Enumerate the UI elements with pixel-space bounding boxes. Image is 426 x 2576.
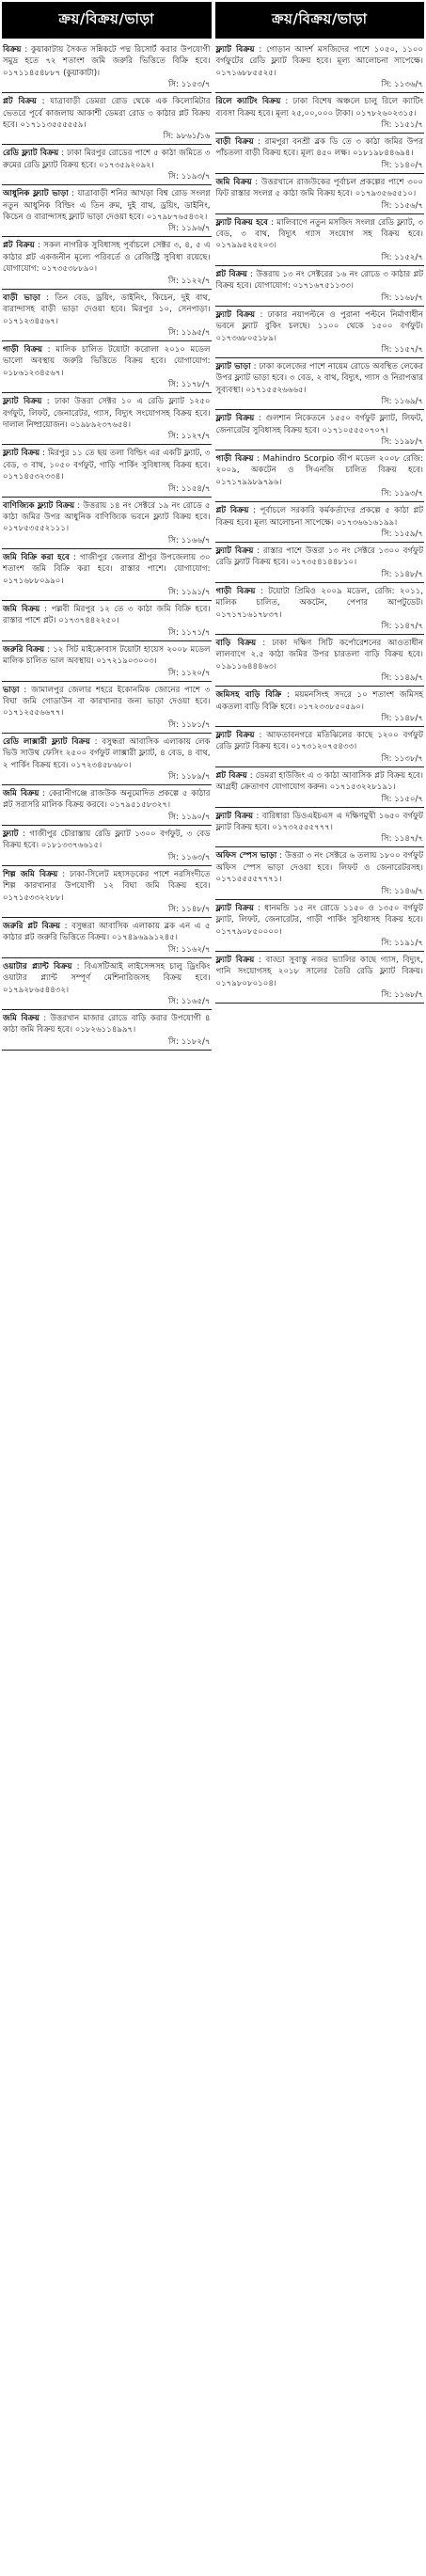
ad-code: সি: ১১৯৮/৭ [381,436,423,447]
ad-title: ফ্ল্যাট বিক্রয় [215,731,255,741]
classified-ad [2,394,212,443]
ad-code: সি: ১১৯১/৭ [167,588,211,597]
ad-code: সি: ৯৮৬১/১৬ [163,132,211,142]
left-ads-list [2,42,212,2574]
ad-title-separator: : [36,97,51,107]
classified-ad [2,919,212,956]
classified-ad [2,550,212,599]
ad-body: বসুন্ধরা আবাসিক এলাকায় লেক ভিউ সাউথ ফেসিং ২৫০০ বর্গফুট লাক্সারী ফ্ল্যাট, ৪ বেড, ৪ বাথ, ২ পার্কিং বিক্রয় হবে। ০১৭২৩৪৫৮৬৮০। [3,736,211,770]
ad-body: গাজীপুর জেলার শ্রীপুর উপজেলায় ৩০ শতাংশ জমি বিক্রি করা হবে। রাস্তার পাশে। যোগাযোগ: ০১৭১৬৮৮০৯৯০। [3,552,211,586]
ad-divider [2,236,212,237]
ad-divider [2,1050,212,1051]
classified-ad [2,735,212,783]
ad-title: ফ্ল্যাট বিক্রয় হবে [215,217,268,228]
right-column [215,2,425,2574]
ad-title-separator: : [251,177,261,187]
classified-ad [215,42,425,91]
classified-ad [215,267,425,305]
ad-title: বাড়ী ভাড়া [3,292,40,303]
ad-body: Mahindro Scorpio জীপ মডেল ২০০৮ রেজি: ২০০৯, অকটেন ও সিএনজি চালিত বিক্রয় হবে। ০১৭১৭৯৯৮৯৭৯৬। [215,453,424,487]
ad-body: বারিধারা ডিওএইচএস এ দক্ষিণমুখী ১৬৫০ বর্গফুট ফ্ল্যাট বিক্রয় হবে। ০১৭৩২৫৫৫৭৭৭। [215,811,423,833]
ad-body: উত্তরখান মাজার রোডে বাড়ি করার উপযোগী ৪ কাঠা জমি বিক্রয় হবে। ০১৮২৬১১৪৯৯৭। [3,1013,211,1035]
ad-title-separator: : [253,545,263,556]
ad-body: ঢাকা-সিলেট মহাসড়কের পাশে নরসিংদীতে শিল্প কারখানার উপযোগী ১২ বিঘা জমি বিক্রয় হবে। ০১৭১৫৩৩২২৮৮। [3,869,211,903]
ad-title-separator: : [74,500,84,511]
ad-title-separator: : [254,731,267,741]
ad-body: ঢাকা উত্তরা সেক্টর ১০ এ রেডি ফ্ল্যাট ১২৫০ বর্গফুট, লিফট, জেনারেটর, গ্যাস, বিদ্যুৎ সংযোগসহ বিক্রয় হবে। দালাল নিষ্প্রয়োজন। ০১৯৮৯২৩৭৬৫৪। [3,397,211,430]
ad-divider [2,289,212,290]
ad-body: উত্তরা ৩ নং সেক্টরে ৬ তলায় ১৮০০ বর্গফুট অফিস স্পেস ভাড়া দেওয়া হবে। লিফট ও জেনারেটরসহ। ০১৭১৫৫৫৫৭৭৭১। [215,851,424,885]
ad-title-separator: : [39,1013,51,1023]
ad-divider [2,917,212,918]
ad-divider [2,957,212,958]
ad-code: সি: ১১২০/৭ [167,668,211,678]
classified-ad [215,728,425,766]
ad-code: সি: ১১৯৩/৭ [381,489,423,499]
ad-title: ফ্ল্যাট বিক্রয় [215,545,254,556]
ad-body: ঢাকা দক্ষিণ সিটি কর্পোরেশনের আওতাধীন লালবাগে ২.৫ কাঠা জমির উপর চারতলা বাড়ি বিক্রয় হবে। ০১৯১১৬৪৪৪৬৩। [215,639,423,672]
ad-title-separator: : [89,736,103,747]
ad-code: সি: ১১৪৭/৭ [381,622,423,631]
ad-code: সি: ১১৯৫/৭ [167,327,211,338]
ad-code: সি: ১১৫৯/৭ [381,529,423,539]
ad-divider [2,444,212,445]
ad-divider [215,92,425,93]
ad-code: সি: ১১৪৮/৭ [381,714,423,724]
ad-title-separator: : [58,149,68,159]
ad-code: সি: ১১৬৬/৭ [167,535,211,545]
classified-ad [2,238,212,287]
ad-body: বাড্ডা সুবাস্তু নজর ভ্যালির কাছে গ্যাস, বিদ্যুৎ, পানি সংযোগসহ ২০১৮ সালের তৈরি রেডি ফ্ল্যাট বিক্রয়। ০১৭৯৮০৮০১০৪। [215,955,424,988]
ad-code: সি: ১১৫০/৭ [381,794,423,804]
ad-code: সি: ১১৪০/৭ [381,160,423,170]
classified-ad [2,446,212,495]
ad-body: জামালপুর জেলার শহরে ইকোনমিক জোনের পাশে ৩ বিঘা জমি গোডাউন বা কারখানার জন্য ভাড়া দেওয়া হবে। ০১৭১২৫৫৬৬৭৭। [3,685,211,719]
ad-divider [215,542,425,543]
classified-ad [2,786,212,824]
ad-body: উত্তরায় ১৪ নং সেক্টরে ১৯ নং রোডে ৫ কাঠা জমির উপর আধুনিক বাণিজ্যিক ভবনে ফ্ল্যাট বিক্রয় হবে। ০১৭৮৫৩৫৫২১১১। [3,500,211,534]
ad-title: রেডি ফ্ল্যাট বিক্রয় [3,149,59,159]
ad-divider [215,686,425,687]
ad-body: রাস্তার পাশে উত্তরা ১৩ নং সেক্টরে ১৩০০ বর্গফুট রেডি ফ্ল্যাট বিক্রয় হবে। ০১৭৩৫৪১৪৪৮১০। [215,545,423,568]
ad-code: সি: ১১৭১/৭ [167,627,211,638]
ad-code: সি: ১১৭৮/৭ [167,380,211,390]
ad-title-separator: : [57,869,71,879]
ad-title-separator: : [44,644,54,655]
ad-title: গাড়ী বিক্রয় [215,453,254,464]
ad-title: জরুরি বিক্রয় [3,644,45,655]
ad-code: সি: ১১৮২/৭ [167,1036,211,1047]
ad-title: গাড়ী বিক্রয় [215,586,256,596]
ad-body: ঢাকা কলেজের পাশে নায়েম রোডে অবস্থিত লেকের উপর ফ্ল্যাট ভাড়া হবে। ৩ বেড, ২ বাথ, বিদ্যুৎ, গ্যাস ও নিরাপত্তার সুব্যবস্থা। ০১৭১৫৫২৬৬৬৫। [215,361,423,395]
ad-title-separator: : [39,789,49,799]
ad-title-separator: : [71,961,85,972]
ad-divider [215,213,425,214]
classified-ad [2,94,212,143]
ad-title-separator: : [34,241,44,251]
ad-title-separator: : [254,45,267,55]
ad-body: ঢাকার নয়াপল্টনে ও পুরানা পল্টনে নির্মাণাধীন ভবনে ফ্ল্যাট বুকিং চলছে। ১১০০ থেকে ১৫০০ বর্গফুট। ০১৭৩৬৮০৫১৮৯। [215,309,423,343]
classified-ad [2,602,212,640]
ad-title: বাড়ি বিক্রয় [215,639,257,648]
ad-code: সি: ১১৫১/৭ [381,120,423,131]
ad-divider [2,184,212,185]
ad-title-separator: : [21,45,31,55]
classified-ad [215,503,425,541]
ad-title-separator: : [267,217,277,228]
ad-code: সি: ১১৮১/৭ [167,719,211,730]
classified-ad [2,642,212,680]
ad-code: সি: ১১৫৬/৭ [381,200,423,211]
ad-divider [215,634,425,635]
ad-title: প্লট বিক্রয় [215,770,247,781]
ad-body: সকল নাগরিক সুবিধাসহ পূর্বাচলে সেক্টর ৩, ৪, ৫ এ কাঠার প্লট একজনীন মূল্যে পরিবর্তে ও রেজিস্ট্রি সুবিধা রয়েছে। যোগাযোগ: ০১৭৩৫৩৮৮৯০। [3,241,211,275]
ad-code: সি: ১১২৭/৭ [167,432,211,442]
ad-title-separator: : [19,685,32,695]
classified-ad [215,901,425,950]
ad-code: সি: ১১৬৫/৭ [167,996,211,1006]
ad-code: সি: ১১৬৩/৭ [167,852,211,862]
classified-ad [215,308,425,356]
ad-divider [2,1009,212,1010]
ad-body: ধানমন্ডি ১৫ নং রোডে ১১৫০ ও ১৩৫০ বর্গফুট ফ্ল্যাট, লিফট, জেনারেটর, গাড়ী পার্কিং সুবিধাসহ বিক্রয় হবে। ০১৭৭৯০৮৫০০০০। [215,903,423,937]
classified-ad [2,1011,212,1049]
ad-title-separator: : [250,361,260,371]
ad-body: মিরপুর ১১ তে ছয় তলা বিল্ডিং এর একটি ফ্ল্যাট, ৩ বেড, ৩ বাথ, ১০৫০ বর্গফুট, গাড়ি পার্কিং সুবিধাসহ বিক্রয় হবে। ০১৭১৪৫৩২৩৩৪। [3,449,211,482]
ad-divider [215,726,425,727]
ad-divider [215,951,425,952]
classified-ad [2,291,212,340]
ad-title-separator: : [253,453,263,464]
ad-body: কেরানীগঞ্জে রাজউক অনুমোদিত প্রকল্পে ৫ কাঠার প্লট সরাসরি মালিক বিক্রয় করবে। ০১৭৯৫১৫৮৩২৭। [3,789,211,811]
ad-title: ফ্ল্যাট বিক্রয় [215,45,255,55]
ad-title-separator: : [276,851,285,861]
ad-title-separator: : [253,903,265,913]
ad-body: ঢাকা মিরপুর রোডের পাশে ৫ কাঠা জমিতে ৩ রুমের রেডি ফ্ল্যাট বিক্রয় হবে। ০১৭৩৫৯২০৯২। [3,149,211,170]
ad-title: জমি বিক্রি করা হবে [3,552,70,562]
classified-ad [215,175,425,213]
ad-code: সি: ১১৯১/৭ [381,938,423,948]
ad-title: জমি বিক্রয় [3,1013,39,1023]
ad-title: ভাড়া [3,685,20,695]
ad-divider [2,497,212,498]
classified-ad [215,953,425,1002]
classified-ad [215,687,425,725]
ad-body: রামপুরা বনশ্রী ব্লক ডি তে ৩ কাঠা জমির উপর পাঁচতলা বাড়ী বিক্রয় হবে। মূল্য ৪৫০ লক্ষ। ০১৮১৯৮৪৪৬৯৪। [215,137,423,159]
ad-divider [2,640,212,641]
ad-title: জমি বিক্রয় [215,177,252,187]
ad-title: জমি বিক্রয় [3,605,40,614]
ad-code: সি: ১১৪৮/৭ [167,904,211,914]
ad-body: যাত্রাবাড়ী ডেমরা রোড থেকে এক কিলোমিটার ভেতরে পূর্বে কাজলায় আকাশী ডেমরা রোড ৩ কাঠার প্লট বিক্রয় হবে। ০১৭১১৩৫৫৫৫৫৯। [3,97,211,131]
ad-code: সি: ১১৬২/৭ [167,944,211,955]
ad-divider [215,846,425,847]
ad-body: পল্লবী মিরপুর ১২ তে ৩ কাঠা জমি বিক্রি হবে। রাস্তার পাশে প্লট। ০১৭৩৭৪৪২২৫০। [3,605,211,626]
classified-ad [2,42,212,91]
ad-title: শিল্প জমি বিক্রয় [3,869,58,879]
ad-title-separator: : [253,137,265,148]
ad-divider [215,409,425,410]
ad-title-separator: : [60,921,72,931]
ad-code: সি: ১১৪৭/৭ [381,834,423,845]
ad-code: সি: ১১৪৮/৭ [381,569,423,579]
ad-divider [2,733,212,734]
ad-divider [215,766,425,767]
ad-divider [2,865,212,866]
ad-body: গুলশান নিকেতনে ১৫৫০ বর্গফুট ফ্ল্যাট, লিফট, জেনারেটর সুবিধাসহ বিক্রয় হবে। ০১৭১০৫৫৫০৭০৭। [215,414,423,435]
ad-title: ফ্ল্যাট বিক্রয় [3,449,40,459]
ad-title: ফ্ল্যাট বিক্রয় [215,903,254,913]
classified-ad [215,134,425,172]
classified-ad [2,342,212,391]
classified-ad [215,768,425,806]
ad-divider [2,784,212,785]
ad-divider [215,357,425,358]
ad-title-separator: : [68,189,78,199]
classified-ad [2,959,212,1008]
classified-ad [2,683,212,732]
ad-divider [2,340,212,341]
ad-title-separator: : [248,506,260,516]
right-ads-list [215,42,425,2574]
classified-ad [215,584,425,633]
ad-title-separator: : [41,397,55,407]
ad-divider [215,265,425,266]
ad-title: অফিস স্পেস ভাড়া [215,851,277,861]
ad-body: গোড়ান আদর্শ মসজিদের পাশে ১০৫০, ১১০০ বর্গফুটের রেডি ফ্ল্যাট বিক্রয় হবে। মূল্য আলোচনা সাপেক্ষে। ০১৭১৬৮৮৫৫২৫। [215,45,423,78]
ad-body: বসুন্ধরা আবাসিক এলাকায় ব্লক এন এ ৫ কাঠার প্লট জরুরি ভিত্তিতে বিক্রয়। ০১৭৪৯৬৯৯১২৪৫। [3,921,211,943]
ad-title-separator: : [39,449,49,459]
ad-code: সি: ১১২২/৭ [167,276,211,286]
ad-title-separator: : [18,829,30,839]
classified-ad [215,636,425,685]
classified-ad [215,809,425,846]
ad-title: জমিসহ বাড়ি বিক্রি [215,690,282,701]
ad-divider [215,807,425,808]
ad-title-separator: : [246,770,256,781]
ad-code: সি: ১১৬৮/৭ [381,292,423,303]
classified-ad [2,827,212,864]
ad-title-separator: : [42,344,56,355]
ad-code: সি: ১১৯৩/৭ [167,172,211,182]
ad-body: ডেমরা হাউজিং এ ৩ কাঠা আবাসিক প্লট বিক্রয় হবে। আগ্রহী ক্রেতাগণ যোগাযোগ করুন। ০১৭১৫৩২২৮১৯১। [215,770,424,793]
ad-body: তিন বেড, ড্রয়িং, ডাইনিং, কিচেন, দুই বাথ, বারান্দাসহ বাড়ী ভাড়া দেওয়া হবে। মিরপুর ১০, সেনপাড়া। ০১৭১২৩৪৫৬৭। [3,292,211,326]
ad-code: সি: ১১৮৯/৭ [167,772,211,782]
ad-code: সি: ১১৫৪/৭ [167,483,211,494]
ad-divider [2,600,212,601]
ad-divider [2,548,212,549]
ad-title: বাণিজ্যিক ফ্ল্যাট বিক্রয় [3,500,75,511]
ad-title-separator: : [256,639,273,648]
ad-title: বাড়ী বিক্রয় [215,137,254,148]
ad-title: ফ্ল্যাট বিক্রয় [3,397,42,407]
ad-title-separator: : [255,309,268,320]
ad-code: সি: ১১৬৮/৭ [381,990,423,1001]
left-column-header: ক্রয়/বিক্রয়/ভাড়া [2,2,212,39]
ad-body: উত্তরখানে রাজউকের পূর্বাচল প্রকল্পের পাশে ৩০০ ফিট রাস্তার সংলগ্ন ৫ কাঠা জমি বিক্রয় হবে। ০১৭৯৩৫৬৫৫১০। [215,177,424,199]
ad-title-separator: : [255,586,269,596]
classified-ad [215,544,425,581]
ad-body: পূর্বাচলে সরকারি কর্মকর্তাদের প্রকল্পে ৫ কাঠা প্লট বিক্রয় হবে। মূল্য আলোচনা সাপেক্ষে। ০১৭৩৬৬১৬১৯৯। [215,506,424,528]
ad-title: বিক্রয় [3,45,22,55]
ad-code: সি: ১১৩৬/৭ [381,80,423,90]
right-column-header: ক্রয়/বিক্রয়/ভাড়া [215,2,425,39]
ad-title-separator: : [39,292,55,303]
classified-ad [215,215,425,264]
ad-divider [2,92,212,93]
ad-body: ১২ সিট মাইক্রোবাস টয়োটা হায়েস ২০০৮ মডেল মালিক চালিত ভাল অবস্থায়। ০১৭২১৯০৩০০৩। [3,644,211,667]
classified-ad [2,146,212,183]
ad-divider [215,582,425,583]
ad-title: রিলে ক্যাটিং বিক্রয় [215,97,281,107]
ad-divider [2,144,212,145]
classified-ad [2,867,212,916]
left-column [2,2,212,2574]
ad-code: সি: ১১৪৯/৭ [381,673,423,684]
ad-body: মালিবাগে নতুন মসজিদ সংলগ্ন রেডি ফ্ল্যাট, ৩ বেড, ৩ বাথ, বিদ্যুৎ গ্যাস সংযোগ সহ বিক্রয় হবে। ০১৭৯৯৫২৫২০৩। [215,217,424,251]
ad-divider [215,306,425,307]
ad-divider [2,392,212,393]
ad-body: যাত্রাবাড়ী শনির আখড়া বিশ্ব রোড সংলগ্ন নতুন আধুনিক বিল্ডিং এ তিন রুম, দুই বাথ, ড্রয়িং, ডাইনিং, কিচেন ও বারান্দাসহ ফ্ল্যাট ভাড়া দেওয়া হবে। ০১৭৯৮৭৬৫৪৩২। [3,189,211,223]
classified-ad [2,498,212,547]
ad-title-separator: : [281,690,295,701]
ad-divider [215,899,425,900]
ad-divider [215,1003,425,1004]
ad-code: সি: ১১৯৬/৭ [167,224,211,234]
ad-code: সি: ১১৫৩/৭ [167,80,211,90]
ad-body: মালিক চালিত টয়োটা করোলা ২০১০ মডেল ভালো অবস্থায় জরুরি ভিত্তিতে বিক্রয় হবে। যোগাযোগ: ০১৮৬১২৩৪৫৬৭। [3,344,211,378]
classified-ad [215,94,425,132]
ad-title: ফ্ল্যাট বিক্রয় [215,309,256,320]
ad-title-separator: : [280,97,293,107]
ad-title: গাড়ী বিক্রয় [3,344,43,355]
classified-ad [2,186,212,235]
ad-body: বিএসটিআই লাইসেন্সসহ চালু ড্রিংকিং ওয়াটার প্ল্যান্ট সম্পূর্ণ মেশিনারিজসহ বিক্রয় হবে। ০১৭৯২৮৬৫৪৪৩২। [3,961,211,995]
ad-title: রেডি লাক্সারী ফ্ল্যাট বিক্রয় [3,736,90,747]
ad-title: ফ্ল্যাট [3,829,19,839]
ad-body: আফতাবনগরে মতিঝিলের কাছে ১২০০ বর্গফুট রেডি ফ্ল্যাট বিক্রয় হবে। ০১৭৩১২০৭৫৪৩৩। [215,731,423,752]
ad-title: জমি বিক্রয় [3,789,39,799]
ad-title: প্লট বিক্রয় [3,241,35,251]
ad-code: সি: ১১৫৭/৭ [381,344,423,355]
ad-body: কুয়াকাটায় সৈকত সন্নিকটে পদ্ম রিসোর্ট করার উপযোগী সমুদ্র হতে ৭২ শতাংশ জমি জরুরি ভিত্তিতে বিক্রি হবে। ০১৭১১৪৫৪৮৮৭ (কুয়াকাটা)। [3,45,211,78]
ad-divider [215,173,425,174]
ad-title: ফ্ল্যাট বিক্রয় [215,955,255,965]
ad-body: গাজীপুর চৌরাস্তায় রেডি ফ্ল্যাট ১৩০০ বর্গফুট, ৩ বেড বিক্রয় হবে। ০১৮১৩৩৭৬৬১৫। [3,829,211,851]
classified-ad [215,359,425,408]
ad-divider [215,133,425,134]
ad-code: সি: ১১৩৮/৭ [381,753,423,764]
ad-divider [2,825,212,826]
ad-title-separator: : [69,552,81,562]
ad-body: উত্তরায় ১৩ নং সেক্টরের ১৬ নং রোডে ৩ কাঠার প্লট বিক্রয় হবে। যোগাযোগ: ০১৭১৬৭৫১১৩৩। [215,269,424,292]
ad-body: টয়োটা প্রিমিও ২০০৯ মডেল, রেজি: ২০১১, মালিক চালিত, অকটেন, পেপার আপটুডেট। ০১৭১৭১৬১৭৮৩৭। [215,586,424,620]
classified-ad [215,848,425,897]
ad-title: প্লট বিক্রয় [215,269,247,279]
ad-title: প্লট বিক্রয় [3,97,37,107]
ad-divider [215,501,425,502]
ad-title: জরুরি প্লট বিক্রয় [3,921,61,931]
classified-ad [215,451,425,500]
ad-title: ফ্ল্যাট বিক্রয় [215,414,255,424]
ad-code: সি: ১১৫২/৭ [381,252,423,262]
ad-title-separator: : [253,811,262,821]
ad-title-separator: : [254,955,266,965]
ad-code: সি: ১১৬৯/৭ [381,397,423,407]
ad-title: ওয়াটার প্ল্যান্ট বিক্রয় [3,961,72,972]
classified-ad [215,411,425,449]
ad-title-separator: : [39,605,52,614]
ad-code: সি: ১১৯০/৭ [167,812,211,822]
ad-body: ঢাকা বিশেষ অঞ্চলে চালু রিলে ক্যাটিং ব্যবসা বিক্রয় হবে। মূল্য ২৫,০০,০০০ টাকা। ০১৭৮২৬০২৩১৫। [215,97,423,119]
ad-title: ফ্ল্যাট ভাড়া [215,361,251,371]
ad-divider [2,681,212,682]
ad-code: সি: ১১৪৬/৭ [381,886,423,896]
ad-title: আধুনিক ফ্ল্যাট ভাড়া [3,189,69,199]
ad-title: প্লট বিক্রয় [215,506,249,516]
ad-body: ময়মনসিংহ সদরে ১০ শতাংশ জমিসহ একতলা বাড়ি বিক্রি হবে। ০১৭২৩৩৮৫০৫৯০। [215,690,423,712]
ad-title-separator: : [246,269,257,279]
ad-title: ফ্ল্যাট বিক্রয় [215,811,254,821]
ad-title-separator: : [254,414,266,424]
